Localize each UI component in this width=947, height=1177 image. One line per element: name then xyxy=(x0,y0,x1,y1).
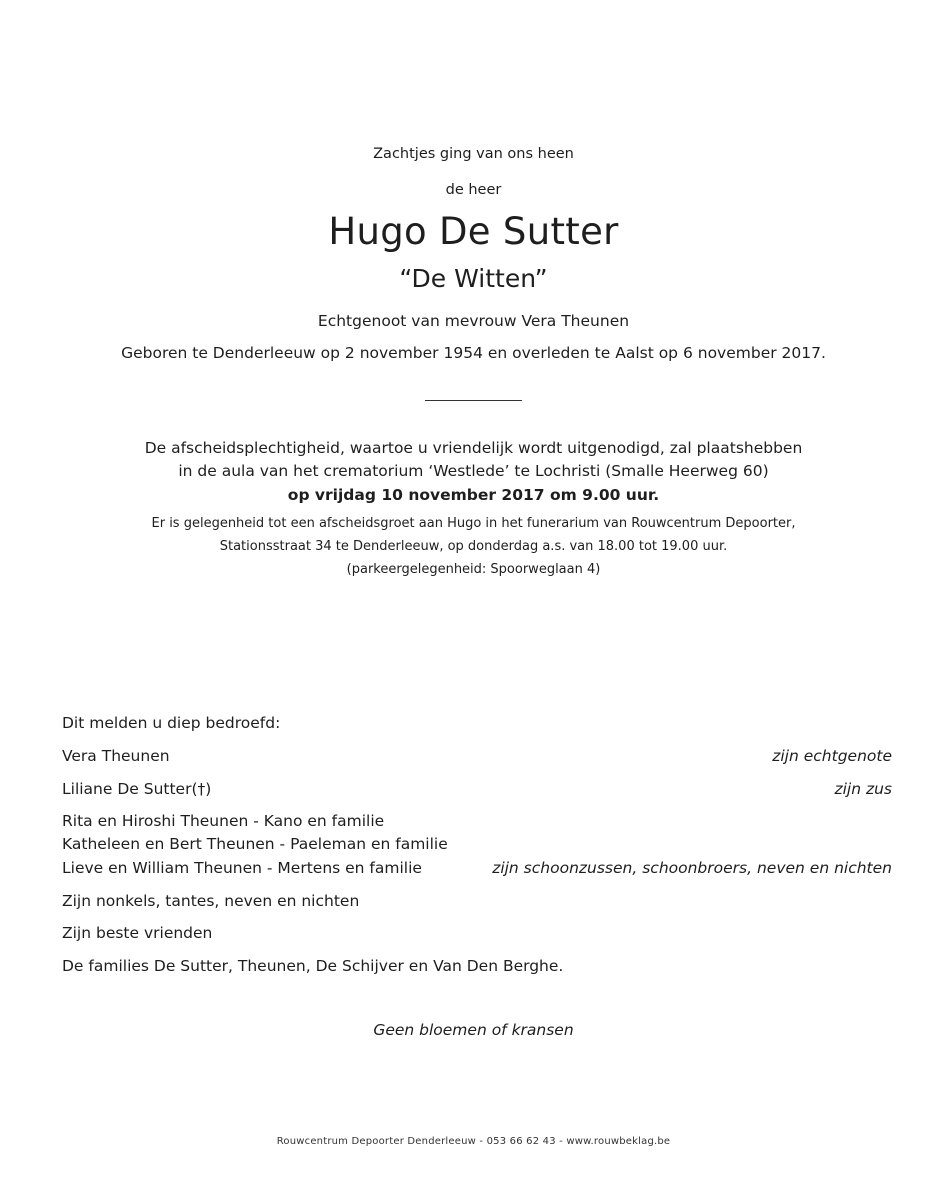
title-prefix: de heer xyxy=(445,182,502,198)
birth-death-line: Geboren te Denderleeuw op 2 november 1954 en overleden te Aalst op 6 november 2017. xyxy=(121,344,826,362)
visitation-line-2: Stationsstraat 34 te Denderleeuw, op donderdag a.s. van 18.00 tot 19.00 uur. xyxy=(219,539,728,554)
family-member-relation: zijn echtgenote xyxy=(772,747,892,765)
spouse-line: Echtgenoot van mevrouw Vera Theunen xyxy=(317,312,630,330)
family-member-name: Katheleen en Bert Theunen - Paeleman en familie xyxy=(62,835,448,853)
family-member-name: Zijn beste vrienden xyxy=(62,924,213,942)
family-member-name: De families De Sutter, Theunen, De Schijver en Van Den Berghe. xyxy=(62,957,564,975)
deceased-nickname: “De Witten” xyxy=(399,264,548,293)
family-member-name: Rita en Hiroshi Theunen - Kano en familie xyxy=(62,812,385,830)
footer-contact: Rouwcentrum Depoorter Denderleeuw - 053 66 62 43 - www.rouwbeklag.be xyxy=(276,1136,671,1147)
family-member-name: Lieve en William Theunen - Mertens en familie xyxy=(62,859,422,877)
family-member-name: Liliane De Sutter(†) xyxy=(62,780,212,798)
family-member-relation: zijn schoonzussen, schoonbroers, neven en nichten xyxy=(492,859,892,877)
ceremony-line-2: in de aula van het crematorium ‘Westlede’ te Lochristi (Smalle Heerweg 60) xyxy=(178,462,769,480)
family-member-name: Zijn nonkels, tantes, neven en nichten xyxy=(62,892,360,910)
ceremony-date: op vrijdag 10 november 2017 om 9.00 uur. xyxy=(287,486,660,504)
ceremony-line-1: De afscheidsplechtigheid, waartoe u vriendelijk wordt uitgenodigd, zal plaatshebben xyxy=(144,439,803,457)
divider-line xyxy=(425,400,522,401)
flowers-note: Geen bloemen of kransen xyxy=(373,1021,574,1039)
visitation-line-3: (parkeergelegenheid: Spoorweglaan 4) xyxy=(346,562,601,577)
deceased-name: Hugo De Sutter xyxy=(328,210,619,253)
family-member-relation: zijn zus xyxy=(834,780,892,798)
intro-text: Zachtjes ging van ons heen xyxy=(373,146,574,162)
announcement-text: Dit melden u diep bedroefd: xyxy=(62,714,281,732)
visitation-line-1: Er is gelegenheid tot een afscheidsgroet aan Hugo in het funerarium van Rouwcentrum Depoorter, xyxy=(151,516,796,531)
family-member-name: Vera Theunen xyxy=(62,747,170,765)
